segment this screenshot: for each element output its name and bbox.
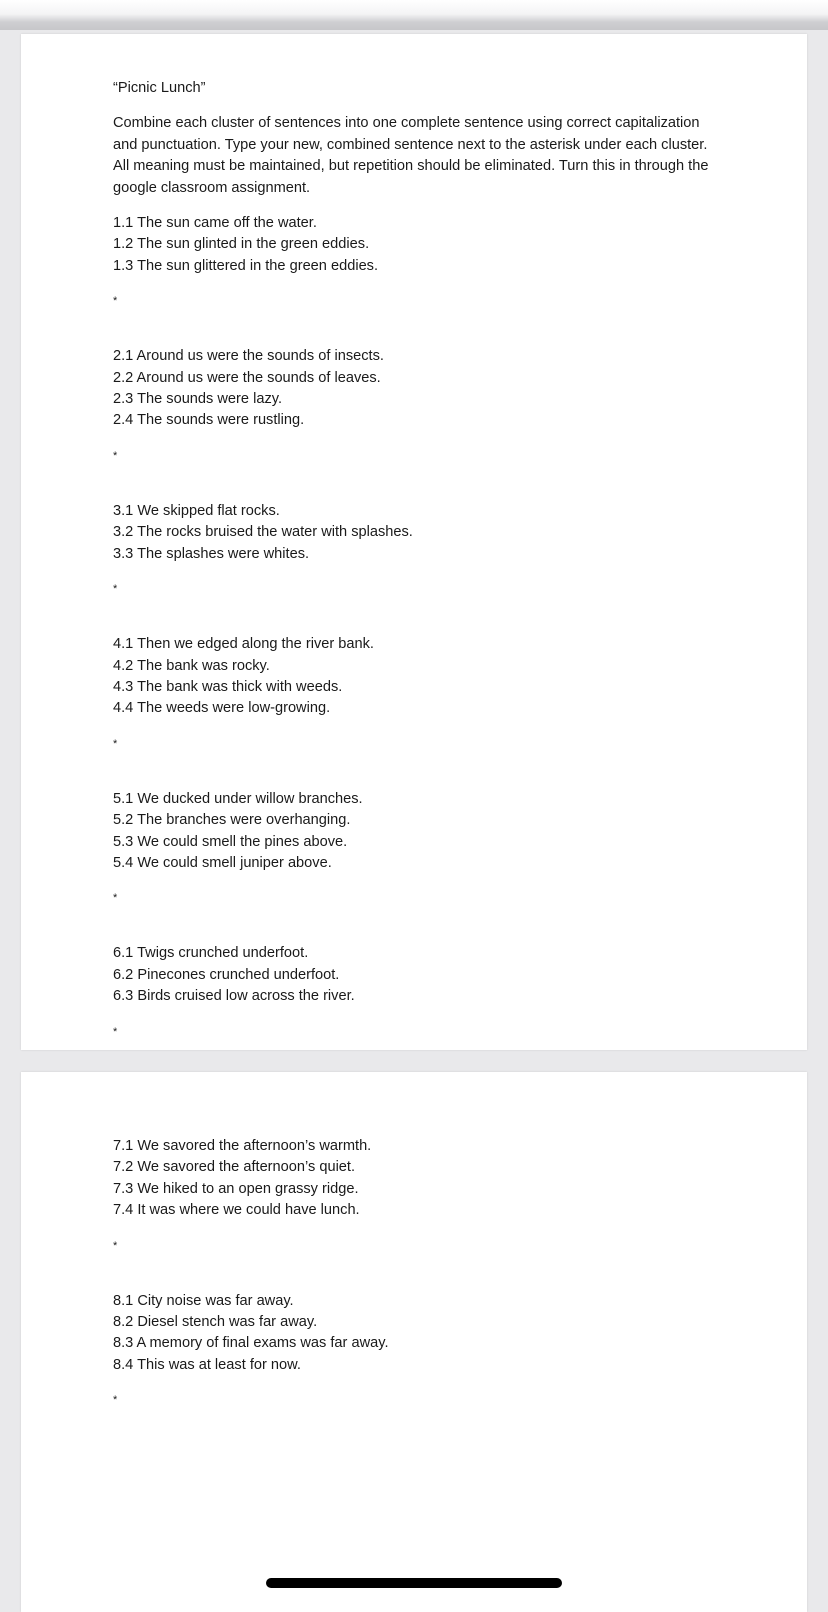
cluster-sentence: 4.1 Then we edged along the river bank. [113, 636, 374, 653]
sentence-cluster [113, 346, 713, 467]
cluster-sentence: 2.4 The sounds were rustling. [113, 412, 305, 429]
cluster-sentence: 7.3 We hiked to an open grassy ridge. [113, 1180, 359, 1197]
answer-asterisk[interactable]: * [113, 737, 118, 750]
sentence-cluster [113, 1291, 713, 1412]
cluster-sentence: 8.1 City noise was far away. [113, 1292, 294, 1309]
cluster-sentence: 7.2 We savored the afternoon’s quiet. [113, 1159, 356, 1176]
cluster-sentence: 5.3 We could smell the pines above. [113, 833, 348, 850]
answer-asterisk[interactable]: * [113, 449, 118, 462]
cluster-sentence: 2.2 Around us were the sounds of leaves. [113, 369, 381, 386]
cluster-sentence: 6.1 Twigs crunched underfoot. [113, 945, 309, 962]
cluster-sentence: 1.1 The sun came off the water. [113, 215, 317, 232]
cluster-sentence: 6.3 Birds cruised low across the river. [113, 988, 355, 1005]
cluster-sentence: 2.3 The sounds were lazy. [113, 391, 283, 408]
document-page-1 [21, 34, 807, 1050]
cluster-sentence: 4.2 The bank was rocky. [113, 657, 270, 674]
sentence-cluster [113, 943, 713, 1042]
cluster-sentence: 5.4 We could smell juniper above. [113, 854, 332, 871]
cluster-sentence: 8.3 A memory of final exams was far away. [113, 1335, 389, 1352]
answer-asterisk[interactable]: * [113, 295, 118, 308]
cluster-sentence: 2.1 Around us were the sounds of insects. [113, 348, 384, 365]
sentence-cluster [113, 1136, 713, 1257]
answer-asterisk[interactable]: * [113, 892, 118, 905]
answer-asterisk[interactable]: * [113, 1025, 118, 1038]
home-indicator[interactable] [266, 1578, 562, 1588]
sentence-cluster [113, 213, 713, 312]
cluster-sentence: 8.2 Diesel stench was far away. [113, 1314, 318, 1331]
cluster-sentence: 3.2 The rocks bruised the water with splashes. [113, 524, 413, 541]
top-bar-shadow [0, 0, 828, 30]
document-page-2 [21, 1072, 807, 1612]
cluster-sentence: 5.2 The branches were overhanging. [113, 812, 351, 829]
answer-asterisk[interactable]: * [113, 583, 118, 596]
sentence-cluster [113, 501, 713, 600]
page-1-content [113, 78, 713, 1077]
answer-asterisk[interactable]: * [113, 1394, 118, 1407]
cluster-sentence: 5.1 We ducked under willow branches. [113, 790, 363, 807]
cluster-sentence: 8.4 This was at least for now. [113, 1356, 301, 1373]
cluster-sentence: 3.1 We skipped flat rocks. [113, 502, 280, 519]
cluster-sentence: 7.4 It was where we could have lunch. [113, 1202, 360, 1219]
cluster-sentence: 1.2 The sun glinted in the green eddies. [113, 236, 370, 253]
instructions-paragraph: Combine each cluster of sentences into one complete sentence using correct capitalization and punctuation. Type your new, combined sentence next to the asterisk under each cluster. All meaning must be maintained, but repetition should be eliminated. Turn this in through the google classroom assignment. [113, 115, 709, 196]
page-2-content [113, 1136, 713, 1445]
cluster-sentence: 6.2 Pinecones crunched underfoot. [113, 966, 340, 983]
sentence-cluster [113, 634, 713, 755]
cluster-sentence: 3.3 The splashes were whites. [113, 545, 310, 562]
sentence-clusters-page-2 [113, 1136, 713, 1411]
answer-asterisk[interactable]: * [113, 1239, 118, 1252]
document-title: “Picnic Lunch” [113, 80, 206, 96]
cluster-sentence: 1.3 The sun glittered in the green eddies. [113, 257, 379, 274]
sentence-clusters-page-1 [113, 213, 713, 1043]
cluster-sentence: 7.1 We savored the afternoon’s warmth. [113, 1138, 372, 1154]
cluster-sentence: 4.4 The weeds were low-growing. [113, 700, 331, 717]
cluster-sentence: 4.3 The bank was thick with weeds. [113, 678, 343, 695]
sentence-cluster [113, 789, 713, 910]
